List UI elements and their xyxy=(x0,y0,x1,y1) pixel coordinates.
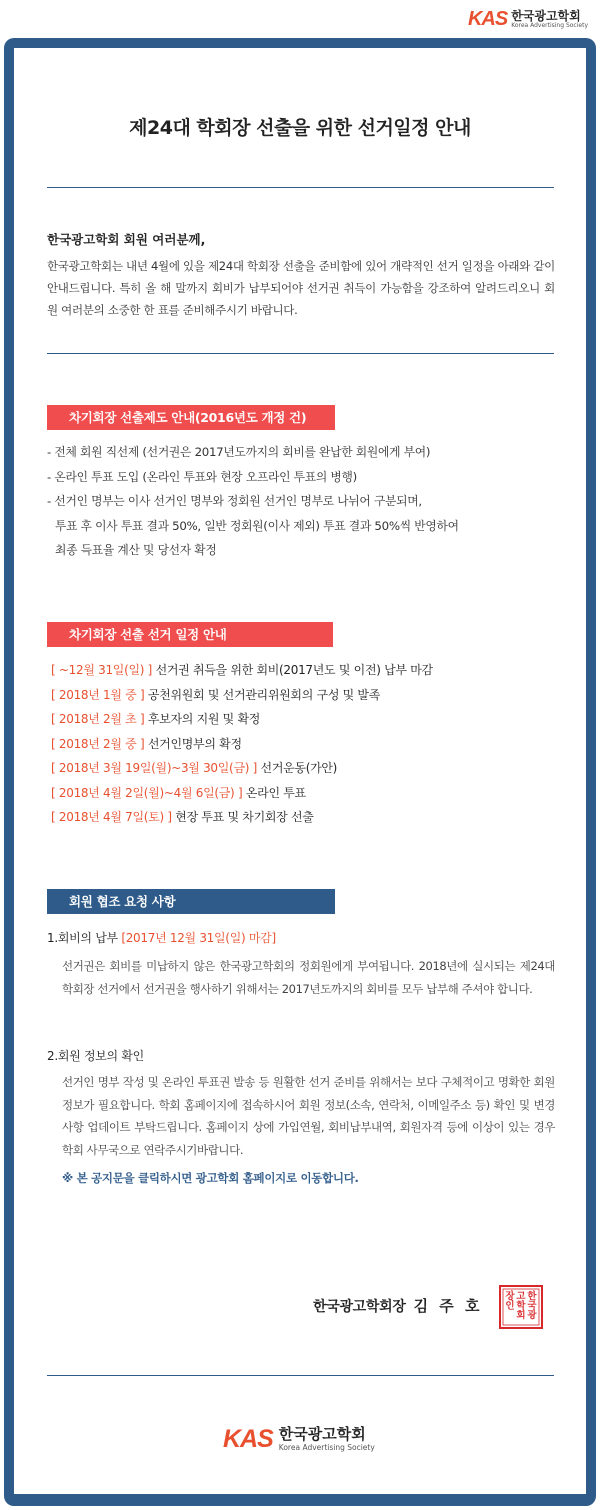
seal-character: 고 xyxy=(516,1291,526,1302)
intro-paragraph: 한국광고학회는 내년 4월에 있을 제24대 학회장 선출을 준비함에 있어 개략적인 선거 일정을 아래와 같이 안내드립니다. 특히 올 해 말까지 회비가 납부되어야 선거권 취득이 가능함을 강조하여 알려드리오니 회원 여러분의 소중한 한 표를 준비해주시기 바랍니다. xyxy=(47,259,555,317)
schedule-date: [ 2018년 4월 2일(월)~4월 6일(금) ] xyxy=(51,785,243,800)
schedule-date: [ 2018년 2월 중 ] xyxy=(51,736,145,751)
request-deadline: [2017년 12월 31일(일) 마감] xyxy=(121,931,276,945)
schedule-date: [ 2018년 2월 초 ] xyxy=(51,712,145,726)
seal-character: 회 xyxy=(516,1310,526,1321)
list-item: - 온라인 투표 도입 (온라인 투표와 현장 오프라인 투표의 병행) xyxy=(47,469,357,484)
seal-character: 한 xyxy=(527,1291,537,1302)
schedule-text: 선거권 취득을 위한 회비(2017년도 및 이전) 납부 마감 xyxy=(155,663,433,677)
schedule-date: [ 2018년 1월 중 ] xyxy=(51,687,145,702)
schedule-text: 현장 투표 및 차기회장 선출 xyxy=(175,810,314,824)
request-body: 선거인 명부 작성 및 온라인 투표권 발송 등 원활한 선거 준비를 위해서는 보다 구체적이고 명확한 회원정보가 필요합니다. 학회 홈페이지에 접속하시어 회원 정보(소속, 연락처, 이메일주소 등) 확인 및 변경사항 업데이트 부탁드립니다. 홈페이지 상에 가입연월, 회비납부내역, 회원자격 등에 이상이 있는 경우 학회 사무국으로 연락주시기바랍니다. xyxy=(62,1075,555,1157)
logo-korean-name: 한국광고학회 xyxy=(511,9,581,23)
section-heading-election-system: 차기회장 선출제도 안내(2016년도 개정 건) xyxy=(47,405,335,430)
request-title-text: 2.회원 정보의 확인 xyxy=(47,1049,144,1063)
logo-text xyxy=(511,10,588,29)
divider xyxy=(47,1375,554,1376)
header-logo[interactable] xyxy=(468,8,588,31)
request-item-title xyxy=(47,1047,144,1064)
request-title-text: 1.회비의 납부 xyxy=(47,931,118,945)
logo-korean-name: 한국광고학회 xyxy=(278,1425,366,1444)
seal-character: 인 xyxy=(505,1300,515,1312)
request-body: 선거권은 회비를 미납하지 않은 한국광고학회의 정회원에게 부여됩니다. 2018년에 실시되는 제24대 학회장 선거에서 선거권을 행사하기 위해서는 2017년도까지의 회비를 모두 납부해 주셔야 합니다. xyxy=(62,959,555,996)
schedule-row xyxy=(51,658,433,683)
divider xyxy=(47,187,554,188)
logo-text xyxy=(279,1427,375,1452)
schedule-list xyxy=(51,658,433,830)
schedule-text: 선거인명부의 확정 xyxy=(147,736,242,751)
schedule-text: 온라인 투표 xyxy=(245,785,306,800)
section-heading-schedule: 차기회장 선출 선거 일정 안내 xyxy=(47,622,333,647)
list-item: 투표 후 이사 투표 결과 50%, 일반 정회원(이사 제외) 투표 결과 50%씩 반영하여 xyxy=(55,518,459,533)
footer-logo[interactable] xyxy=(223,1425,375,1454)
seal-character: 학 xyxy=(516,1300,526,1312)
schedule-row xyxy=(51,805,433,830)
seal-character: 국 xyxy=(527,1300,537,1312)
seal-character: 광 xyxy=(527,1310,537,1321)
page-title: 제24대 학회장 선출을 위한 선거일정 안내 xyxy=(129,117,471,139)
kas-logo-mark: KAS xyxy=(223,1425,273,1453)
schedule-row xyxy=(51,707,433,732)
signature-name: 김 주 호 xyxy=(413,1297,483,1315)
logo-english-name: Korea Advertising Society xyxy=(511,22,588,29)
schedule-text: 선거운동(가안) xyxy=(260,761,338,775)
signature xyxy=(313,1295,483,1316)
list-item: - 전체 회원 직선제 (선거권은 2017년도까지의 회비를 완납한 회원에게 부여) xyxy=(47,445,431,459)
schedule-row xyxy=(51,732,433,757)
schedule-date: [ 2018년 4월 7일(토) ] xyxy=(51,810,172,824)
homepage-link-notice[interactable]: ※ 본 공지문을 클릭하시면 광고학회 홈페이지로 이동합니다. xyxy=(62,1171,359,1185)
schedule-date: [ ~12월 31일(일) ] xyxy=(51,663,153,677)
list-item: - 선거인 명부는 이사 선거인 명부와 정회원 선거인 명부로 나뉘어 구분되며, xyxy=(47,494,422,508)
logo-english-name: Korea Advertising Society xyxy=(278,1443,375,1453)
schedule-row xyxy=(51,683,433,708)
schedule-row xyxy=(51,781,433,806)
section-heading-requests: 회원 협조 요청 사항 xyxy=(47,889,335,914)
request-item-title xyxy=(47,929,276,946)
kas-logo-mark: KAS xyxy=(467,8,508,30)
schedule-row xyxy=(51,756,433,781)
list-item: 최종 득표율 계산 및 당선자 확정 xyxy=(55,543,217,557)
seal-character: 장 xyxy=(505,1291,515,1302)
signature-role: 한국광고학회장 xyxy=(313,1299,406,1315)
greeting: 한국광고학회 회원 여러분께, xyxy=(47,232,206,247)
official-seal-stamp xyxy=(499,1285,543,1329)
divider xyxy=(47,353,554,354)
schedule-text: 후보자의 지원 및 확정 xyxy=(147,712,261,726)
election-system-list xyxy=(47,440,459,563)
schedule-date: [ 2018년 3월 19일(월)~3월 30일(금) ] xyxy=(51,761,258,775)
schedule-text: 공천위원회 및 선거관리위원회의 구성 및 발족 xyxy=(147,687,381,702)
